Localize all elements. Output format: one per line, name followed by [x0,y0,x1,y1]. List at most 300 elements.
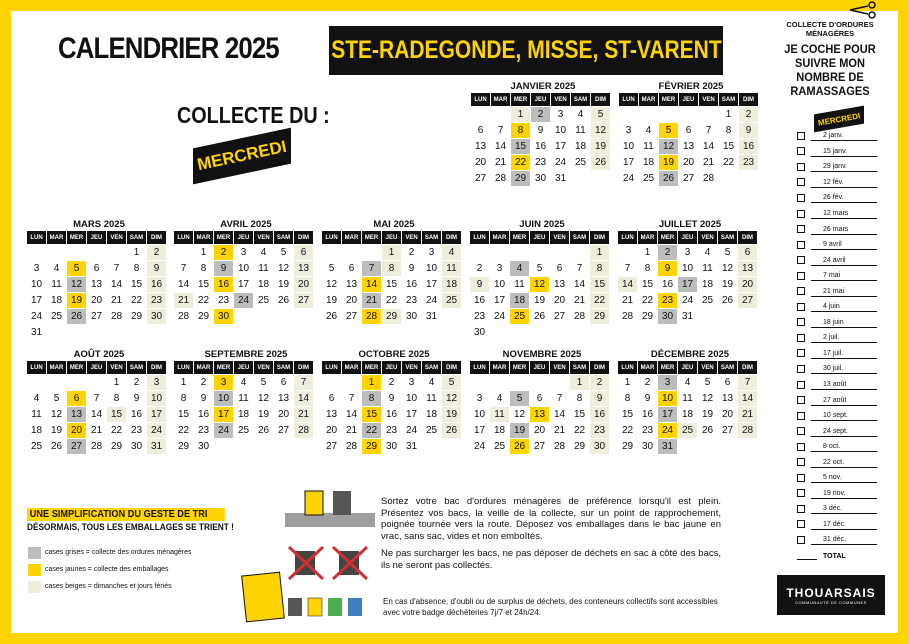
tracker-checkbox[interactable] [797,381,805,389]
day-cell: 27 [325,441,338,452]
weekday-header: MAR [638,231,657,244]
month-title: JANVIER 2025 [510,81,576,92]
day-cell: 27 [67,439,86,454]
day-cell: 2 [658,245,677,260]
tracker-checkbox[interactable] [797,536,805,544]
day-cell: 1 [644,247,651,258]
weekday-header: VEN [698,361,717,374]
tracker-checkbox[interactable] [797,505,805,513]
day-cell: 14 [362,277,381,292]
day-cell: 13 [553,279,566,290]
weekday-header: VEN [698,231,717,244]
day-cell: 12 [257,393,270,404]
day-cell: 15 [573,409,586,420]
day-cell: 25 [425,425,438,436]
day-cell: 3 [33,263,40,274]
day-cell: 23 [534,157,547,168]
day-cell: 20 [325,425,338,436]
month-title: JUILLET 2025 [658,219,722,230]
day-cell: 27 [345,311,358,322]
day-cell: 20 [90,295,103,306]
day-cell: 3 [147,375,166,390]
day-cell: 18 [510,293,529,308]
collecte-day-badge [193,138,291,174]
day-cell: 14 [294,391,313,406]
day-cell: 28 [738,423,757,438]
day-cell: 2 [200,377,207,388]
commune-names: STE-RADEGONDE, MISSE, ST-VARENT [330,36,722,64]
day-cell: 12 [659,139,678,154]
day-cell: 16 [385,409,398,420]
day-cell: 9 [200,393,207,404]
day-cell: 23 [739,155,758,170]
day-cell: 14 [110,279,123,290]
weekday-header: MER [362,231,381,244]
weekday-header: MER [511,93,530,106]
day-cell: 17 [473,425,486,436]
day-cell: 16 [534,141,547,152]
day-cell: 28 [702,173,715,184]
day-cell: 17 [405,409,418,420]
day-cell: 19 [442,407,461,422]
day-cell: 23 [147,293,166,308]
day-cell: 25 [50,311,63,322]
month-title: MARS 2025 [73,219,125,230]
day-cell: 15 [590,277,609,292]
day-cell: 13 [345,279,358,290]
weekday-header: JEU [87,231,106,244]
day-cell: 24 [214,423,233,438]
day-cell: 2 [147,245,166,260]
tracker-row [797,377,877,393]
day-cell: 17 [147,407,166,422]
day-cell: 10 [425,263,438,274]
tracker-date: 4 juin [811,301,877,312]
day-cell: 2 [476,263,483,274]
day-cell: 27 [682,173,695,184]
tracker-checkbox[interactable] [797,241,805,249]
day-cell: 10 [681,263,694,274]
day-cell: 21 [702,157,715,168]
day-cell: 12 [325,279,338,290]
day-cell: 28 [345,441,358,452]
weekday-header: JEU [234,231,253,244]
day-cell: 4 [510,261,529,276]
weekday-header: MER [362,361,381,374]
day-cell: 13 [682,141,695,152]
day-cell: 25 [678,423,697,438]
day-cell: 4 [240,377,247,388]
day-cell: 10 [658,391,677,406]
weekday-header: MER [658,361,677,374]
day-cell: 18 [701,279,714,290]
day-cell: 24 [681,295,694,306]
day-cell: 17 [425,279,438,290]
tracker-checkbox[interactable] [797,303,805,311]
day-cell: 12 [591,123,610,138]
day-cell: 7 [362,261,381,276]
day-cell: 27 [474,173,487,184]
weekday-header: VEN [402,361,421,374]
tracker-date: 29 janv. [811,161,877,172]
weekday-header: LUN [618,231,637,244]
weekday-header: JEU [678,231,697,244]
day-cell: 7 [576,263,583,274]
month-title: FÉVRIER 2025 [658,81,724,92]
month-2 [27,218,171,341]
tracker-date: 2 janv. [811,130,877,141]
day-cell: 11 [31,409,42,420]
day-cell: 20 [67,423,86,438]
day-cell: 10 [405,393,418,404]
tracker-checkbox[interactable] [797,147,805,155]
day-cell: 26 [701,425,714,436]
day-cell: 22 [197,295,210,306]
weekday-header: DIM [591,93,610,106]
tracker-checkbox[interactable] [797,334,805,342]
tracker-checkbox[interactable] [797,489,805,497]
day-cell: 6 [67,391,86,406]
day-cell: 9 [739,123,758,138]
day-cell: 17 [678,277,697,292]
day-cell: 4 [53,263,60,274]
day-cell: 31 [405,441,418,452]
weekday-header: MAR [490,231,509,244]
tracker-date: 12 mars [811,208,877,219]
logo-subtitle: COMMUNAUTÉ DE COMMUNES [795,599,867,605]
day-cell: 9 [644,393,651,404]
day-cell: 17 [658,407,677,422]
day-cell: 29 [130,311,143,322]
day-cell: 2 [388,377,395,388]
day-cell: 14 [738,391,757,406]
instruction-paragraph: Sortez votre bac d'ordures ménagères de préférence lorsqu'il est plein. Présentez vos bacs, la veille de la collecte, sur un point de rapprochement, poignée tournée vers la route. Déposez vos emballages dans le bac jaune en vrac, sans sac, vides et non emboîtés. [381,496,721,542]
day-cell: 9 [147,261,166,276]
tracker-badge [814,110,864,128]
day-cell: 16 [197,409,210,420]
tracker-row [797,252,877,268]
day-cell: 26 [591,155,610,170]
day-cell: 26 [277,295,290,306]
day-cell: 30 [658,309,677,324]
day-cell: 6 [294,245,313,260]
day-cell: 24 [473,441,486,452]
tracker-badge-label: MERCREDI [817,110,861,128]
day-cell: 30 [590,439,609,454]
day-cell: 5 [724,247,731,258]
day-cell: 5 [704,377,711,388]
day-cell: 27 [721,425,734,436]
tracker-date: 24 sept. [811,426,877,437]
day-cell: 7 [497,125,504,136]
day-cell: 21 [362,293,381,308]
weekday-header: JEU [530,361,549,374]
day-cell: 21 [573,295,586,306]
day-cell: 13 [721,393,734,404]
legend-swatch [28,547,41,559]
tracker-checkbox[interactable] [797,396,805,404]
day-cell: 5 [536,263,543,274]
weekday-header: JEU [679,93,698,106]
weekday-header: SAM [422,361,441,374]
day-cell: 27 [90,311,103,322]
tracker-date: 30 juil. [811,363,877,374]
day-cell: 30 [385,441,398,452]
day-cell: 14 [702,141,715,152]
tracker-checklist [797,128,877,548]
day-cell: 9 [133,393,140,404]
day-cell: 5 [67,261,86,276]
day-cell: 20 [277,409,290,420]
day-cell: 6 [556,263,563,274]
day-cell: 16 [214,277,233,292]
day-cell: 6 [93,263,100,274]
day-cell: 10 [473,409,486,420]
day-cell: 5 [442,375,461,390]
day-cell: 27 [553,311,566,322]
day-cell: 20 [345,295,358,306]
day-cell: 23 [658,293,677,308]
tracker-checkbox[interactable] [797,132,805,140]
weekday-header: MAR [194,361,213,374]
day-cell: 11 [682,393,693,404]
day-cell: 10 [622,141,635,152]
tracker-date: 9 avril [811,239,877,250]
weekday-header: JEU [678,361,697,374]
tracker-checkbox[interactable] [797,178,805,186]
weekday-header: MAR [47,361,66,374]
day-cell: 22 [722,157,735,168]
day-cell: 15 [130,279,143,290]
day-cell: 18 [681,409,694,420]
weekday-header: DIM [442,231,461,244]
day-cell: 19 [659,155,678,170]
month-title: AOÛT 2025 [73,349,125,360]
tracker-checkbox[interactable] [797,443,805,451]
day-cell: 24 [30,311,43,322]
weekday-header: SAM [274,231,293,244]
day-cell: 15 [511,139,530,154]
day-cell: 26 [50,441,63,452]
weekday-header: MAR [194,231,213,244]
month-1 [619,80,763,187]
tracker-total [797,552,877,560]
weekday-header: MAR [638,361,657,374]
tracker-checkbox[interactable] [797,427,805,435]
day-cell: 2 [408,247,415,258]
day-cell: 13 [67,407,86,422]
day-cell: 3 [625,125,632,136]
day-cell: 19 [50,425,63,436]
day-cell: 25 [237,425,250,436]
day-cell: 26 [257,425,270,436]
tracker-checkbox[interactable] [797,474,805,482]
tracker-row [797,206,877,222]
tracker-row [797,392,877,408]
legend-text: cases beiges = dimanches et jours fériés [45,583,172,590]
day-cell: 27 [294,293,313,308]
day-cell: 30 [405,311,418,322]
month-7 [27,348,171,455]
day-cell: 13 [530,407,549,422]
day-cell: 29 [590,309,609,324]
day-cell: 1 [180,377,187,388]
tracker-row [797,346,877,362]
day-cell: 30 [130,441,143,452]
day-cell: 22 [590,293,609,308]
tracker-checkbox[interactable] [797,272,805,280]
color-legend [28,544,192,595]
tracker-date: 18 juin [811,317,877,328]
day-cell: 8 [113,393,120,404]
day-cell: 25 [510,309,529,324]
day-cell: 21 [553,425,566,436]
day-cell: 4 [442,245,461,260]
day-cell: 17 [237,279,250,290]
tracker-checkbox[interactable] [797,256,805,264]
day-cell: 24 [234,293,253,308]
day-cell: 1 [382,245,401,260]
day-cell: 6 [738,245,757,260]
weekday-header: SAM [422,231,441,244]
day-cell: 29 [362,439,381,454]
day-cell: 1 [590,245,609,260]
tracker-row [797,175,877,191]
day-cell: 15 [362,407,381,422]
weekday-header: DIM [294,231,313,244]
day-cell: 25 [642,173,655,184]
day-cell: 23 [473,311,486,322]
month-5 [470,218,614,341]
day-cell: 21 [174,293,193,308]
month-11 [618,348,762,455]
day-cell: 13 [738,261,757,276]
day-cell: 18 [493,425,506,436]
day-cell: 25 [257,295,270,306]
month-title: DÉCEMBRE 2025 [650,349,730,360]
day-cell: 19 [591,139,610,154]
day-cell: 16 [147,277,166,292]
day-cell: 7 [705,125,712,136]
day-cell: 8 [133,263,140,274]
day-cell: 28 [362,309,381,324]
day-cell: 8 [644,263,651,274]
weekday-header: MAR [47,231,66,244]
tracker-checkbox[interactable] [797,412,805,420]
day-cell: 11 [426,393,437,404]
bins-icon [285,485,375,530]
day-cell: 26 [67,309,86,324]
tracker-checkbox[interactable] [797,163,805,171]
tracker-checkbox[interactable] [797,349,805,357]
tracker-row [797,470,877,486]
weekday-header: MER [659,93,678,106]
day-cell: 2 [214,245,233,260]
day-cell: 26 [721,295,734,306]
weekday-header: DIM [590,231,609,244]
day-cell: 10 [30,279,43,290]
tracker-checkbox[interactable] [797,194,805,202]
day-cell: 14 [618,277,637,292]
day-cell: 19 [277,279,290,290]
day-cell: 29 [110,441,123,452]
day-cell: 9 [470,277,489,292]
weekday-header: SAM [274,361,293,374]
day-cell: 9 [590,391,609,406]
tracker-checkbox[interactable] [797,365,805,373]
day-cell: 14 [573,279,586,290]
day-cell: 5 [280,247,287,258]
tracker-checkbox[interactable] [797,287,805,295]
tracker-row [797,128,877,144]
day-cell: 3 [684,247,691,258]
day-cell: 3 [428,247,435,258]
day-cell: 20 [474,157,487,168]
weekday-header: MAR [490,361,509,374]
day-cell: 31 [147,439,166,454]
day-cell: 26 [659,171,678,186]
day-cell: 11 [238,393,249,404]
day-cell: 22 [177,425,190,436]
day-cell: 6 [328,393,335,404]
tracker-row [797,237,877,253]
day-cell: 1 [362,375,381,390]
tracker-date: 31 déc. [811,534,877,545]
day-cell: 15 [385,279,398,290]
weekday-header: JEU [531,93,550,106]
weekday-header: DIM [738,231,757,244]
tracker-row [797,532,877,548]
day-cell: 21 [621,295,634,306]
tracker-checkbox[interactable] [797,225,805,233]
tracker-checkbox[interactable] [797,458,805,466]
tracker-date: 8 oct. [811,441,877,452]
month-4 [322,218,466,325]
tracker-checkbox[interactable] [797,318,805,326]
tracker-row [797,299,877,315]
weekday-header: LUN [470,361,489,374]
weekday-header: MAR [639,93,658,106]
tracker-row [797,423,877,439]
day-cell: 19 [257,409,270,420]
day-cell: 12 [721,263,734,274]
day-cell: 15 [197,279,210,290]
day-cell: 6 [348,263,355,274]
day-cell: 7 [113,263,120,274]
day-cell: 18 [257,279,270,290]
day-cell: 16 [661,279,674,290]
day-cell: 28 [90,441,103,452]
day-cell: 21 [110,295,123,306]
day-cell: 10 [493,279,506,290]
day-cell: 23 [405,295,418,306]
tracker-checkbox[interactable] [797,210,805,218]
day-cell: 7 [180,263,187,274]
weekday-header: SAM [127,361,146,374]
collecte-day: MERCREDI [195,136,289,175]
tracker-date: 7 mai [811,270,877,281]
legend-text: cases jaunes = collecte des emballages [45,566,169,573]
day-cell: 27 [277,425,290,436]
weekday-header: MER [658,231,677,244]
day-cell: 8 [180,393,187,404]
tracker-row [797,361,877,377]
tracker-date: 5 nov. [811,472,877,483]
day-cell: 24 [622,173,635,184]
month-6 [618,218,762,325]
month-3 [174,218,318,325]
tracker-checkbox[interactable] [797,520,805,528]
